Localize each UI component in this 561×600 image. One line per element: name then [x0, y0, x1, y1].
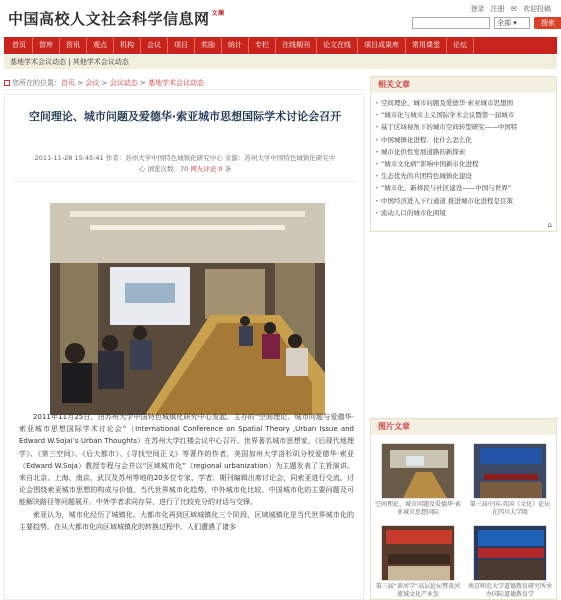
nav-item[interactable]: 项目	[168, 37, 195, 54]
related-article-link[interactable]: • “城市化、新移民与社区建设——中国与世界”	[375, 182, 552, 194]
logo-text: 中国高校人文社会科学信息网	[8, 10, 210, 28]
sub-nav[interactable]: 基地学术会议动态 | 其他学术会议动态	[4, 55, 557, 69]
comments-link[interactable]: 网友评论	[190, 165, 217, 173]
related-article-link[interactable]: • “城市文化病”影响中国新市化进程	[375, 158, 552, 170]
meta-line-2	[25, 164, 345, 175]
feedback-label: 欢迎投稿	[523, 5, 551, 13]
related-article-link[interactable]: • “城市化与城市主义国际学术会议暨第一届城市	[375, 109, 552, 121]
nav-item[interactable]: 项目成果库	[358, 37, 406, 54]
search-input[interactable]	[412, 17, 490, 29]
article-body	[19, 411, 354, 533]
picture-item[interactable]	[467, 525, 553, 599]
thumb-image	[474, 444, 547, 499]
conference-photo	[50, 203, 325, 415]
picture-caption: 第三届中国-英国《文化》论坛在四川大学隆	[469, 501, 551, 516]
related-articles-title: 相关文章	[371, 77, 556, 93]
related-article-link[interactable]: • 城市化供性发展道路的新探索	[375, 146, 552, 158]
paragraph: 2011年11月25日，由苏州大学中国特色城镇化研究中心发起、主办的“空间理论、城市问题与爱德华·索亚城市思想国际学术讨论会”（International Conference on Spatial Theory ,Urban Issue and Edward W.Sojai’s Urban Thoughts）在苏州大学红楼会议中心召开。世界著名城市思想家，《后现代地理学》、《第三空间》、《后大都市》、《寻找空间正义》等著作的作者，美国加州大学洛杉矶分校爱德华·索亚（Edward W.Soja）教授专程与会并以“区域城市化”（regional urbanization）为主题发表了主旨演讲。来自北京、上海、南京、武汉及苏州等地的20多位专家、学者、期刊编辑出席讨论会，同索亚进行交流。讨论会围绕索亚城市思想的构成与价值、当代世界城市化趋势、中外城市化比较、中国城市化的主要问题及可能解决路径等问题展开。中外学者求同存异，进行了比较充分的对话与交锋。	[19, 413, 354, 507]
breadcrumb-item[interactable]: 会议	[85, 79, 100, 87]
picture-caption: 第三届“黄河学”高层论坛暨黄河流域文化产业发	[375, 583, 461, 598]
site-header	[0, 0, 561, 36]
meta-line-1: 2011-11-28 15:45:41 作者：苏州大学中国特色城镇化研究中心 来源：苏州大学中国特色城镇化研究中	[34, 154, 336, 162]
picture-articles-box	[370, 418, 557, 600]
nav-item[interactable]: 机构	[114, 37, 141, 54]
thumb-image	[474, 526, 547, 581]
nav-item[interactable]: 专栏	[249, 37, 276, 54]
picture-thumb	[381, 525, 455, 581]
comment-suffix: 条	[224, 165, 232, 173]
nav-item[interactable]: 奖励	[195, 37, 222, 54]
picture-item[interactable]	[375, 443, 461, 517]
home-icon	[4, 80, 10, 86]
nav-item[interactable]: 资讯	[60, 37, 87, 54]
picture-thumb	[381, 443, 455, 499]
paragraph: 索亚认为，城市化经历了城镇化、大都市化再到区域城镇化三个阶段，区域城镇化是当代世界城市化的主要趋势。在从大都市化向区域城镇化的转换过程中，人们遭遇了诸多	[19, 510, 354, 531]
top-icon[interactable]: ⌂	[547, 221, 552, 230]
breadcrumb-item[interactable]: 基地学术会议动态	[147, 79, 204, 87]
top-links	[466, 4, 551, 14]
related-article-link[interactable]: • 中国经济进入下行通道 推进城市化进程是良策	[375, 195, 552, 207]
nav-item[interactable]: 观点	[87, 37, 114, 54]
search-scope-select[interactable]: 全部 ▾	[494, 17, 530, 29]
breadcrumb	[4, 76, 364, 90]
logo-seal: 文澜	[211, 10, 225, 17]
breadcrumb-sep: >	[99, 79, 110, 87]
picture-thumb	[473, 525, 547, 581]
picture-caption: 空间理论、城市问题及爱德华·索亚城市思想国际	[375, 501, 461, 516]
thumb-image	[382, 526, 455, 581]
thumb-image	[382, 444, 455, 499]
related-article-link[interactable]: • 基于区域视角下的城市空间转型研究——中国特	[375, 121, 552, 133]
meta-divider	[15, 181, 355, 182]
search-button[interactable]: 搜索	[534, 17, 561, 29]
picture-articles-title: 图片文章	[371, 419, 556, 435]
nav-item[interactable]: 统计	[222, 37, 249, 54]
view-count: 70	[179, 165, 189, 173]
sidebar	[370, 76, 557, 232]
nav-item[interactable]: 智库	[33, 37, 60, 54]
nav-item[interactable]: 在线期刊	[276, 37, 317, 54]
nav-item[interactable]: 会议	[141, 37, 168, 54]
related-articles-box	[370, 76, 557, 232]
site-logo[interactable]	[8, 8, 225, 29]
related-article-link[interactable]: • 空间理论、城市问题及爱德华·索亚城市思想国	[375, 97, 552, 109]
feedback-link[interactable]: ✉ 欢迎投稿	[510, 5, 551, 13]
picture-caption: 南京师范大学道德教育研究所承办国际道德教育学	[467, 583, 552, 598]
article	[4, 94, 364, 600]
article-meta	[5, 153, 365, 175]
related-article-link[interactable]: • 中国城镇化进程：化什么怎么化	[375, 134, 552, 146]
article-title: 空间理论、城市问题及爱德华·索亚城市思想国际学术讨论会召开	[28, 110, 342, 123]
nav-item[interactable]: 论文在线	[317, 37, 358, 54]
search-scope-label: 全部	[497, 19, 511, 27]
nav-item[interactable]: 首页	[6, 37, 33, 54]
related-article-link[interactable]: • 流动人口的城市化困境	[375, 207, 552, 219]
comment-count: 0	[218, 165, 223, 173]
breadcrumb-item[interactable]: 会议动态	[109, 79, 138, 87]
picture-thumb	[473, 443, 547, 499]
meta-views-prefix: 心 浏览次数：	[138, 165, 180, 173]
main-nav	[4, 37, 557, 54]
picture-item[interactable]	[375, 525, 461, 599]
article-photo	[50, 203, 325, 415]
related-article-link[interactable]: • 生态优先的兵团特色城镇化建设	[375, 170, 552, 182]
breadcrumb-sep: >	[137, 79, 148, 87]
breadcrumb-sep: >	[75, 79, 86, 87]
picture-item[interactable]	[467, 443, 553, 517]
breadcrumb-prefix: 您所在的位置：	[12, 79, 61, 87]
login-link[interactable]: 登录	[470, 5, 485, 13]
related-articles-list	[371, 93, 556, 221]
nav-item[interactable]: 论坛	[447, 37, 474, 54]
search-bar	[412, 17, 557, 31]
nav-item[interactable]: 常用课堂	[406, 37, 447, 54]
breadcrumb-item[interactable]: 首页	[61, 79, 75, 87]
register-link[interactable]: 注册	[490, 5, 505, 13]
